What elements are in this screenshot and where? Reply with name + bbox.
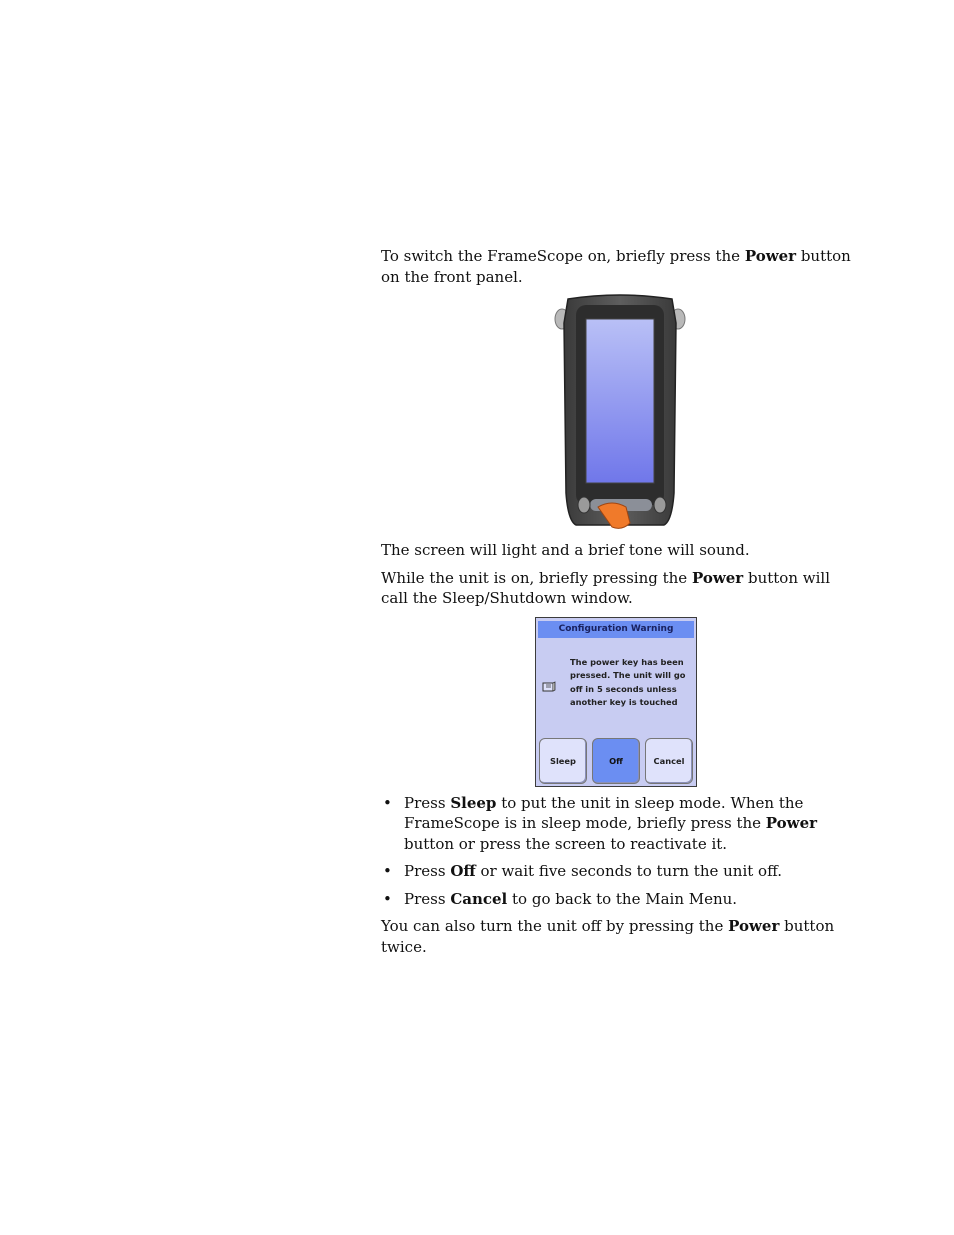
sleep-button[interactable]: Sleep bbox=[539, 738, 587, 784]
list-item bbox=[381, 861, 861, 882]
list-item bbox=[381, 889, 861, 910]
bullet-text: to put the unit in sleep mode. When the FrameScope is in sleep mode, briefly press the bbox=[404, 793, 804, 832]
power-term: Power bbox=[765, 814, 818, 832]
dialog-message: The power key has been pressed. The unit will go off in 5 seconds unless another key is touched bbox=[570, 656, 686, 708]
page-content bbox=[381, 246, 861, 957]
intro-paragraph bbox=[381, 246, 861, 287]
cancel-term: Cancel bbox=[450, 889, 508, 908]
dialog-title: Configuration Warning bbox=[538, 621, 694, 638]
while-on-paragraph bbox=[381, 568, 861, 609]
bullet-text: to go back to the Main Menu. bbox=[507, 889, 738, 908]
while-on-text-2: button will call the Sleep/Shutdown window. bbox=[381, 568, 830, 607]
bullet-text: button or press the screen to reactivate it. bbox=[404, 834, 728, 853]
list-item bbox=[381, 793, 861, 855]
intro-power-term: Power bbox=[744, 247, 797, 265]
also-power-term: Power bbox=[728, 917, 780, 935]
also-text-2: button twice. bbox=[381, 917, 835, 956]
off-button[interactable]: Off bbox=[592, 738, 640, 784]
while-on-power-term: Power bbox=[691, 568, 744, 587]
warning-note-icon bbox=[542, 681, 556, 693]
bullet-text: Press bbox=[404, 862, 451, 880]
also-text-1: You can also turn the unit off by pressing the bbox=[381, 917, 729, 935]
off-term: Off bbox=[450, 862, 476, 880]
sleep-term: Sleep bbox=[450, 793, 497, 812]
bullet-text: or wait five seconds to turn the unit off. bbox=[475, 862, 782, 880]
screen-light-paragraph: The screen will light and a brief tone will sound. bbox=[381, 541, 750, 559]
cancel-button[interactable]: Cancel bbox=[645, 738, 693, 784]
configuration-warning-dialog bbox=[535, 617, 697, 787]
intro-text-2: button on the front panel. bbox=[381, 247, 851, 286]
framescope-device-figure bbox=[554, 293, 694, 533]
framescope-device-illustration bbox=[554, 293, 694, 533]
while-on-text-1: While the unit is on, briefly pressing the bbox=[381, 568, 692, 587]
bullet-text: Press bbox=[404, 793, 451, 812]
sleep-shutdown-dialog-figure bbox=[535, 617, 697, 787]
also-paragraph bbox=[381, 916, 861, 957]
option-list bbox=[381, 793, 861, 910]
intro-text-1: To switch the FrameScope on, briefly press the bbox=[381, 247, 745, 265]
bullet-text: Press bbox=[404, 889, 451, 908]
